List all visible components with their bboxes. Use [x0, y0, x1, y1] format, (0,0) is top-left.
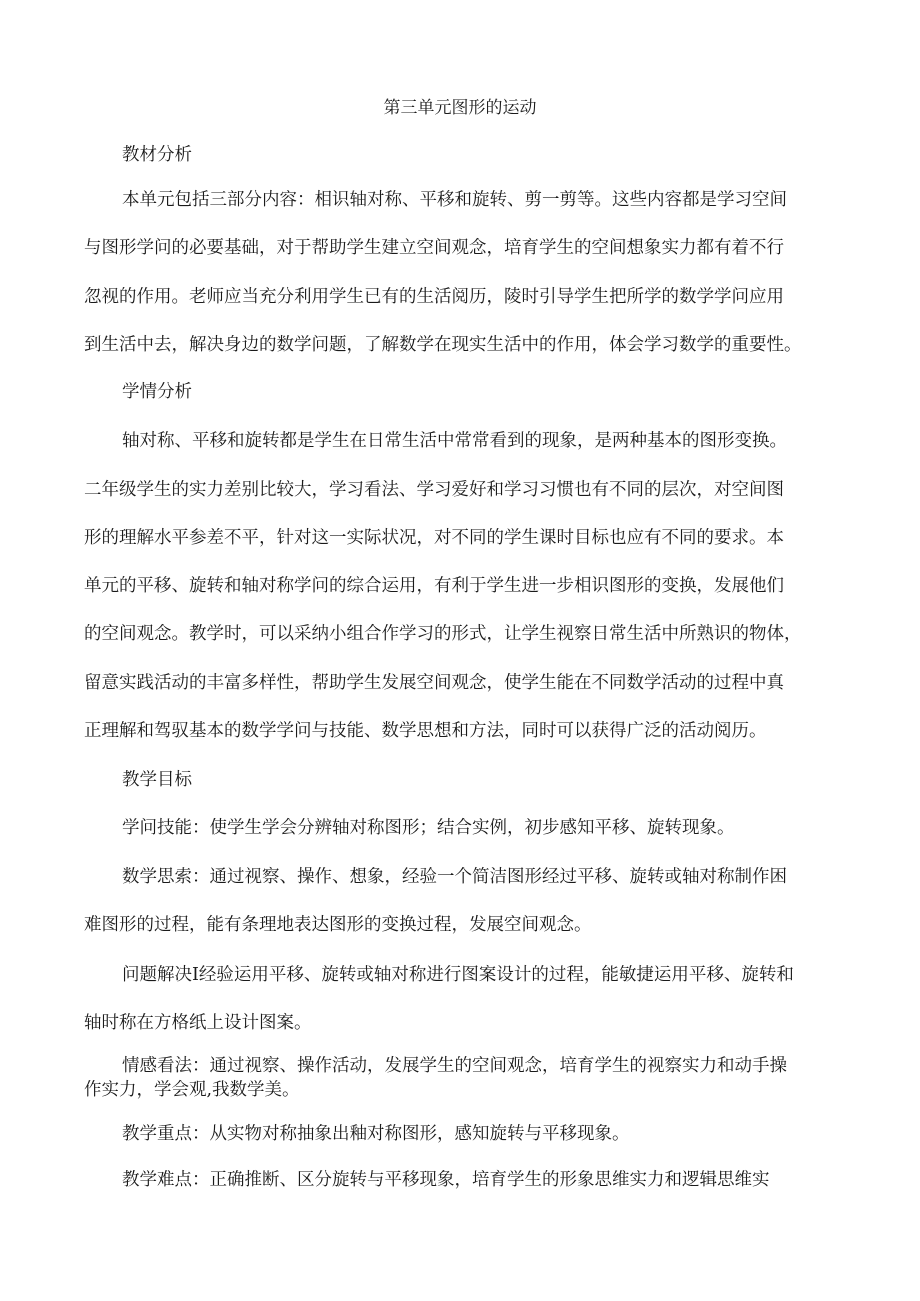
paragraph-line: 的空间观念。教学时，可以采纳小组合作学习的形式，让学生视察日常生活中所熟识的物体，	[84, 624, 802, 644]
paragraph-line: 二年级学生的实力差别比较大，学习看法、学习爱好和学习习惯也有不同的层次，对空间图	[84, 480, 784, 500]
paragraph-line: 作实力，学会观,我数学美。	[84, 1080, 300, 1100]
paragraph-line: 本单元包括三部分内容：相识轴对称、平移和旋转、剪一剪等。这些内容都是学习空间	[122, 190, 787, 210]
key-point-line: 教学重点：从实物对称抽象出釉对称图形，感知旋转与平移现象。	[122, 1124, 630, 1144]
paragraph-line: 数学思索：通过视察、操作、想象，经验一个简洁图形经过平移、旋转或轴对称制作困	[122, 867, 787, 887]
paragraph-line: 难图形的过程，能有条理地表达图形的变换过程，发展空间观念。	[84, 915, 592, 935]
paragraph-line: 形的理解水平参差不平，针对这一实际状况，对不同的学生课时目标也应有不同的要求。本	[84, 528, 784, 548]
paragraph-line: 轴时称在方格纸上设计图案。	[84, 1013, 312, 1033]
paragraph-line: 情感看法：通过视察、操作活动，发展学生的空间观念，培育学生的视察实力和动手操	[122, 1056, 787, 1076]
paragraph-line: 学问技能：使学生学会分辨轴对称图形；结合实例，初步感知平移、旋转现象。	[122, 818, 735, 838]
heading-teaching-objectives: 教学目标	[122, 770, 192, 790]
paragraph-line: 轴对称、平移和旋转都是学生在日常生活中常常看到的现象，是两种基本的图形变换。	[122, 431, 787, 451]
document-title: 第三单元图形的运动	[383, 98, 537, 118]
paragraph-line: 与图形学问的必要基础，对于帮助学生建立空间观念，培育学生的空间想象实力都有着不行	[84, 238, 784, 258]
heading-learner-analysis: 学情分析	[122, 382, 192, 402]
paragraph-line: 正理解和驾驭基本的数学学问与技能、数学思想和方法，同时可以获得广泛的活动阅历。	[84, 721, 767, 741]
paragraph-line: 单元的平移、旋转和轴对称学问的综合运用，有利于学生进一步相识图形的变换，发展他们	[84, 576, 784, 596]
paragraph-line: 忽视的作用。老师应当充分利用学生已有的生活阅历，陵时引导学生把所学的数学学问应用	[84, 287, 784, 307]
paragraph-line: 问题解决I经验运用平移、旋转或轴对称进行图案设计的过程，能敏捷运用平移、旋转和	[122, 965, 794, 985]
paragraph-line: 到生活中去，解决身边的数学问题，了解数学在现实生活中的作用，体会学习数学的重要性。	[84, 335, 802, 355]
difficulty-line: 教学难点：正确推断、区分旋转与平移现象，培育学生的形象思维实力和逻辑思维实	[122, 1170, 770, 1190]
paragraph-line: 留意实践活动的丰富多样性，帮助学生发展空间观念，使学生能在不同数学活动的过程中真	[84, 673, 784, 693]
heading-textbook-analysis: 教材分析	[122, 145, 192, 165]
